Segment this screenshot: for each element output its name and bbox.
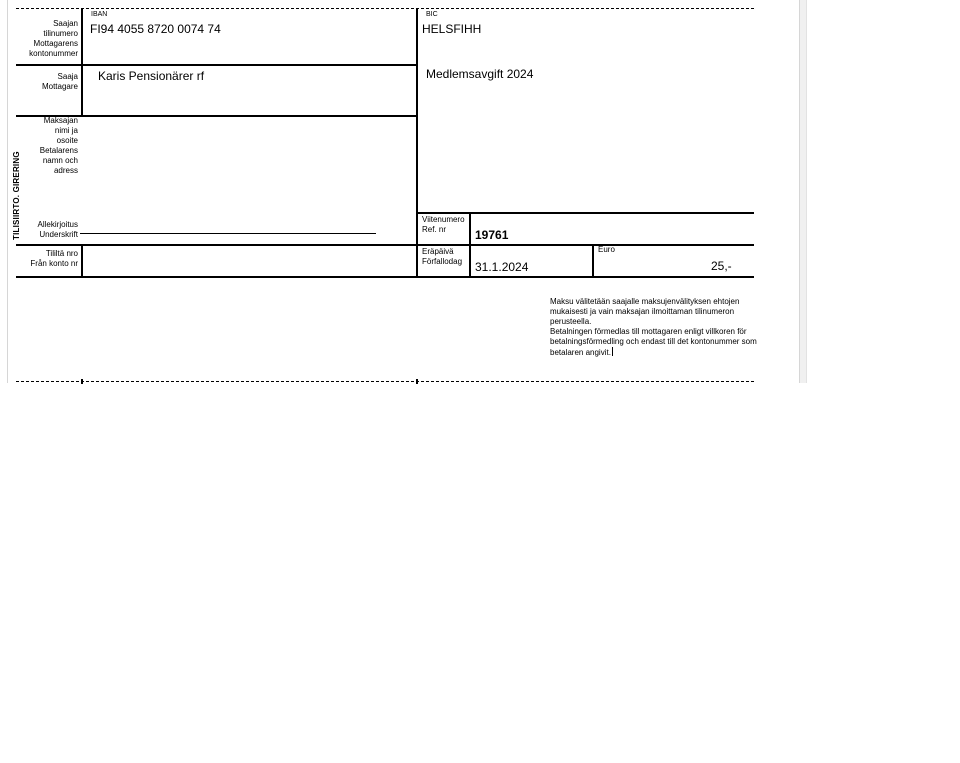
message-value[interactable]: Medlemsavgift 2024 <box>426 67 534 81</box>
page-shadow <box>800 0 807 383</box>
rule-h-payer <box>16 244 417 246</box>
reference-label: Viitenumero Ref. nr <box>422 215 465 234</box>
amount-label: Euro <box>598 245 615 254</box>
from-account-label: Tililtä nro Från konto nr <box>30 249 78 268</box>
bic-value[interactable]: HELSFIHH <box>422 22 482 36</box>
account-label: Saajan tilinumero Mottagarens kontonummer <box>29 19 78 58</box>
rule-v-left-bottom <box>81 245 83 277</box>
iban-value[interactable]: FI94 4055 8720 0074 74 <box>90 22 221 36</box>
rule-h-account <box>16 64 417 66</box>
rule-v-middle <box>416 9 418 277</box>
rule-h-due-top <box>416 244 754 246</box>
rule-v-left-top <box>81 9 83 115</box>
amount-value[interactable]: 25,- <box>711 259 732 273</box>
rule-v-euro <box>592 244 594 277</box>
form-title: TILISIIRTO. GIRERING <box>12 151 21 240</box>
cut-line-top <box>16 8 754 9</box>
due-date-label: Eräpäivä Förfallodag <box>422 247 463 266</box>
iban-label: IBAN <box>91 11 108 18</box>
recipient-label: Saaja Mottagare <box>41 72 78 91</box>
reference-value[interactable]: 19761 <box>475 228 509 242</box>
signature-line <box>80 233 376 234</box>
tick-middle <box>416 379 418 384</box>
rule-h-bottom <box>16 276 754 278</box>
text-cursor <box>612 347 613 356</box>
signature-label: Allekirjoitus Underskrift <box>37 220 78 239</box>
bic-label: BIC <box>426 11 438 18</box>
cut-line-bottom <box>16 381 754 382</box>
payer-label: Maksajan nimi ja osoite Betalarens namn och adress <box>39 116 78 175</box>
due-date-value[interactable]: 31.1.2024 <box>475 260 529 274</box>
disclaimer-text[interactable]: Maksu välitetään saajalle maksujenvälityksen ehtojen mukaisesti ja vain maksajan ilmoittaman tilinumeron perusteella. Betalningen förmedlas till mottagaren enligt villkoren för betalningsförmedling och endast till det kontonummer som betalaren angivit. <box>550 297 757 357</box>
recipient-value[interactable]: Karis Pensionärer rf <box>98 69 205 83</box>
rule-h-ref-top <box>416 212 754 214</box>
tick-left <box>81 379 83 384</box>
